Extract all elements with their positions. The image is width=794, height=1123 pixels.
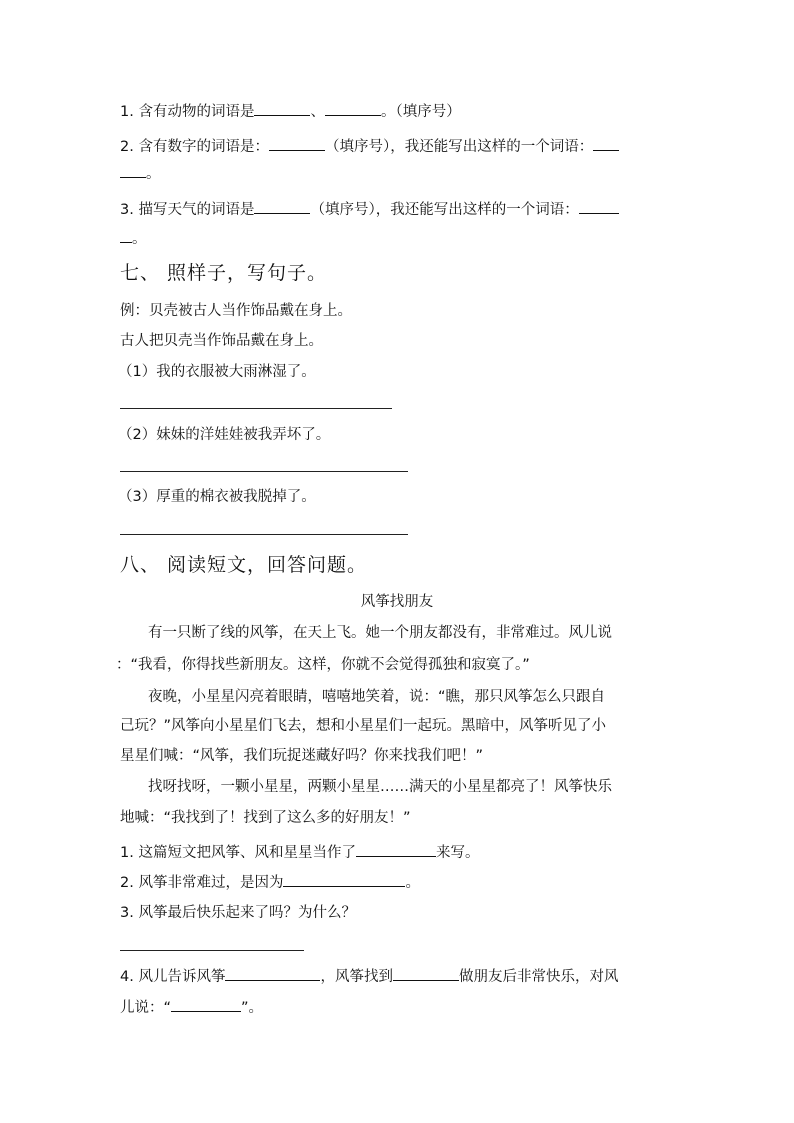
passage-p3-line-1: 找呀找呀，一颗小星星，两颗小星星……满天的小星星都亮了！风筝快乐: [148, 779, 612, 795]
answer-blank[interactable]: [393, 966, 459, 981]
passage-p1-line-2: ：“我看，你得找些新朋友。这样，你就不会觉得孤独和寂寞了。”: [116, 657, 530, 673]
s8-q4-line2-text: 儿说：“: [120, 1000, 172, 1016]
s8-question-2: [120, 872, 420, 893]
s7-answer-line-2[interactable]: [120, 471, 408, 472]
s6-q3-mid: （填序号），我还能写出这样的一个词语：: [310, 202, 579, 218]
passage-p2-line-3: 星星们喊：“风筝，我们玩捉迷藏好吗？你来找我们吧！”: [120, 748, 484, 764]
answer-blank[interactable]: [356, 842, 436, 857]
s7-example-2: 古人把贝壳当作饰品戴在身上。: [120, 333, 323, 349]
s8-answer-line-3[interactable]: [120, 950, 304, 951]
passage-p1-line-1: 有一只断了线的风筝，在天上飞。她一个朋友都没有，非常难过。风儿说: [148, 625, 612, 641]
s6-q3-tail: 。: [132, 231, 147, 247]
s7-example-1: 例：贝壳被古人当作饰品戴在身上。: [120, 303, 352, 319]
s7-answer-line-1[interactable]: [120, 408, 392, 409]
passage-p2-line-1: 夜晚，小星星闪亮着眼睛，嘻嘻地笑着，说：“瞧，那只风筝怎么只跟自: [148, 689, 606, 705]
s8-q1-text: 1. 这篇短文把风筝、风和星星当作了: [120, 845, 356, 861]
s7-item-2: （2）妹妹的洋娃娃被我弄坏了。: [118, 427, 331, 443]
answer-blank[interactable]: [120, 163, 146, 178]
passage-p3-line-2: 地喊：“我找到了！找到了这么多的好朋友！”: [120, 810, 411, 826]
s6-q1-tail: 。（填序号）: [380, 104, 461, 120]
s8-q4-text: 4. 风儿告诉风筝: [120, 969, 226, 985]
s8-q4-tail: ”。: [241, 1000, 264, 1016]
answer-blank[interactable]: [225, 966, 320, 981]
s6-q1-separator: 、: [310, 104, 325, 120]
s6-q2-tail: 。: [146, 166, 161, 182]
s8-question-1: [120, 842, 479, 863]
answer-blank[interactable]: [593, 136, 619, 151]
s8-q4-mid-2: 做朋友后非常快乐，对风: [458, 969, 619, 985]
s6-question-2-cont: [120, 163, 161, 184]
s6-q1-text: 1. 含有动物的词语是: [120, 104, 255, 120]
section-8-heading: 八、 阅读短文，回答问题。: [120, 554, 368, 576]
s8-question-4: [120, 966, 618, 987]
s6-question-2: [120, 136, 619, 157]
s6-question-3-cont: [120, 228, 147, 249]
passage-title: 风筝找朋友: [360, 594, 434, 610]
answer-blank[interactable]: [171, 997, 241, 1012]
s7-answer-line-3[interactable]: [120, 534, 408, 535]
answer-blank[interactable]: [325, 101, 381, 116]
s8-q1-tail: 来写。: [435, 845, 480, 861]
answer-blank[interactable]: [283, 872, 405, 887]
s6-question-3: [120, 199, 619, 220]
answer-blank[interactable]: [579, 199, 619, 214]
section-7-heading: 七、 照样子，写句子。: [120, 262, 328, 284]
answer-blank[interactable]: [254, 101, 310, 116]
s8-q2-tail: 。: [405, 875, 420, 891]
s6-question-1: [120, 101, 461, 122]
s8-question-3: 3. 风筝最后快乐起来了吗？为什么？: [120, 905, 356, 921]
s6-q3-text: 3. 描写天气的词语是: [120, 202, 255, 218]
answer-blank[interactable]: [254, 199, 310, 214]
s8-q2-text: 2. 风筝非常难过，是因为: [120, 875, 284, 891]
s8-question-4-cont: [120, 997, 263, 1018]
answer-blank[interactable]: [269, 136, 325, 151]
passage-p2-line-2: 己玩？”风筝向小星星们飞去，想和小星星们一起玩。黑暗中，风筝听见了小: [120, 718, 607, 734]
answer-blank[interactable]: [120, 228, 132, 243]
s6-q2-text: 2. 含有数字的词语是：: [120, 139, 269, 155]
s7-item-1: （1）我的衣服被大雨淋湿了。: [118, 364, 316, 380]
s6-q2-mid: （填序号），我还能写出这样的一个词语：: [324, 139, 594, 155]
s8-q4-mid: ，风筝找到: [320, 969, 393, 985]
s7-item-3: （3）厚重的棉衣被我脱掉了。: [118, 489, 316, 505]
